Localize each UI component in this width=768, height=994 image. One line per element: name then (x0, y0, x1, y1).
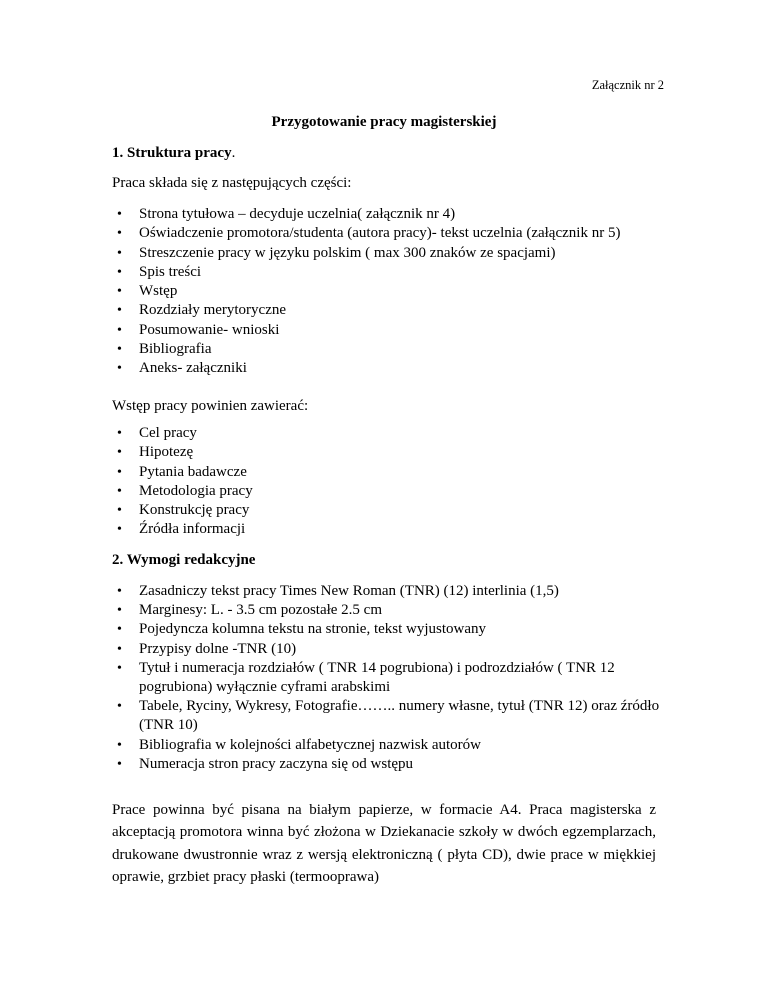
introduction-list-item: • Źródła informacji (112, 520, 672, 539)
section-1-heading-text: 1. Struktura pracy (112, 145, 232, 161)
requirements-list-item: • Bibliografia w kolejności alfabetycznej nazwisk autorów (112, 736, 672, 755)
requirements-list-item: • Pojedyncza kolumna tekstu na stronie, tekst wyjustowany (112, 620, 672, 639)
introduction-list-item: • Cel pracy (112, 424, 672, 443)
structure-list-item: • Spis treści (112, 263, 672, 282)
introduction-intro: Wstęp pracy powinien zawierać: (112, 398, 309, 414)
introduction-list-item: • Metodologia pracy (112, 482, 672, 501)
requirements-list-item: • Numeracja stron pracy zaczyna się od wstępu (112, 755, 672, 774)
structure-list-item: • Bibliografia (112, 340, 672, 359)
requirements-list-item: • Tytuł i numeracja rozdziałów ( TNR 14 pogrubiona) i podrozdziałów ( TNR 12 pogrubiona) wyłącznie cyframi arabskimi (112, 659, 672, 697)
section-2-heading: 2. Wymogi redakcyjne (112, 552, 256, 568)
structure-list-item: • Strona tytułowa – decyduje uczelnia( załącznik nr 4) (112, 205, 672, 224)
structure-list (112, 205, 672, 379)
section-1-heading-tail: . (231, 145, 236, 161)
requirements-list-item: • Marginesy: L. - 3.5 cm pozostałe 2.5 cm (112, 601, 672, 620)
requirements-list-item: • Przypisy dolne -TNR (10) (112, 640, 672, 659)
requirements-list (112, 582, 672, 774)
annex-label: Załącznik nr 2 (591, 78, 664, 92)
introduction-list (112, 424, 672, 540)
document-title: Przygotowanie pracy magisterskiej (271, 114, 497, 130)
introduction-list-item: • Hipotezę (112, 443, 672, 462)
structure-intro: Praca składa się z następujących części: (112, 175, 352, 191)
structure-list-item: • Wstęp (112, 282, 672, 301)
closing-paragraph: Prace powinna być pisana na białym papierze, w formacie A4. Praca magisterska z akceptacją promotora winna być złożona w Dziekanacie szkoły w dwóch egzemplarzach, drukowane dwustronnie wraz z wersją elektroniczną ( płyta CD), dwie prace w miękkiej oprawie, grzbiet pracy płaski (termooprawa) (112, 802, 656, 885)
requirements-list-item: • Tabele, Ryciny, Wykresy, Fotografie…….. numery własne, tytuł (TNR 12) oraz źródło (TNR 10) (112, 697, 672, 735)
structure-list-item: • Oświadczenie promotora/studenta (autora pracy)- tekst uczelnia (załącznik nr 5) (112, 224, 672, 243)
structure-list-item: • Posumowanie- wnioski (112, 321, 672, 340)
requirements-list-item: • Zasadniczy tekst pracy Times New Roman (TNR) (12) interlinia (1,5) (112, 582, 672, 601)
structure-list-item: • Aneks- załączniki (112, 359, 672, 378)
introduction-list-item: • Pytania badawcze (112, 463, 672, 482)
structure-list-item: • Rozdziały merytoryczne (112, 301, 672, 320)
structure-list-item: • Streszczenie pracy w języku polskim ( max 300 znaków ze spacjami) (112, 244, 672, 263)
introduction-list-item: • Konstrukcję pracy (112, 501, 672, 520)
section-1-heading (112, 145, 235, 162)
